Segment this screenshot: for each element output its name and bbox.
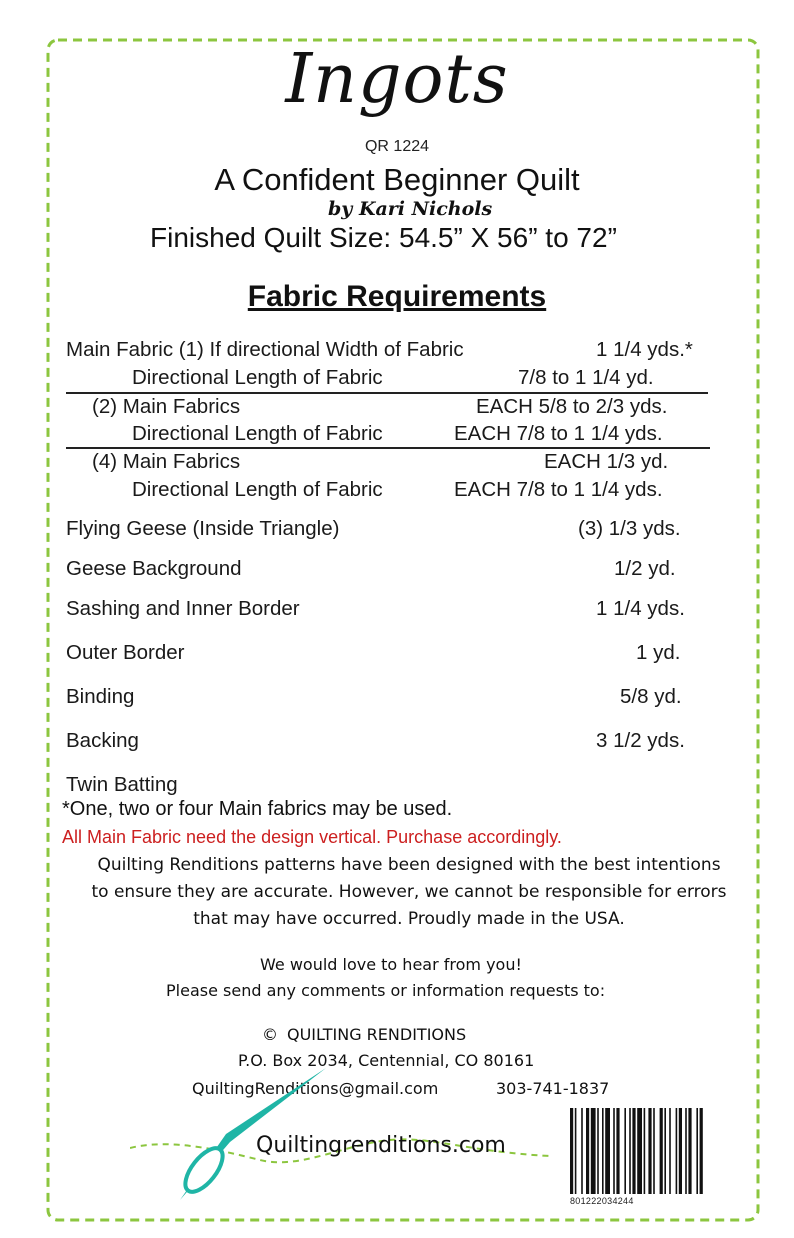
row-label: Binding bbox=[66, 685, 135, 708]
pattern-subtitle: A Confident Beginner Quilt bbox=[214, 162, 580, 197]
designer-byline: by Kari Nichols bbox=[328, 198, 493, 220]
row-label: Sashing and Inner Border bbox=[66, 597, 300, 620]
row-label: Twin Batting bbox=[66, 773, 178, 796]
divider-line bbox=[66, 447, 710, 449]
disclaimer-line: Quilting Renditions patterns have been designed with the best intentions bbox=[97, 855, 721, 875]
row-label: Backing bbox=[66, 729, 139, 752]
company-name: QUILTING RENDITIONS bbox=[287, 1025, 467, 1044]
row-label: Geese Background bbox=[66, 557, 242, 580]
row-amount: 3 1/2 yds. bbox=[596, 729, 685, 752]
row-label: Directional Length of Fabric bbox=[132, 366, 383, 389]
row-amount: EACH 7/8 to 1 1/4 yds. bbox=[454, 478, 663, 501]
row-label: Directional Length of Fabric bbox=[132, 422, 383, 445]
barcode-number: 801222034244 bbox=[570, 1196, 634, 1206]
pattern-title: Ingots bbox=[285, 40, 509, 119]
row-amount: 1 yd. bbox=[636, 641, 681, 664]
row-amount: 1 1/4 yds. bbox=[596, 597, 685, 620]
vertical-design-warning: All Main Fabric need the design vertical. Purchase accordingly. bbox=[62, 827, 562, 847]
row-amount: 5/8 yd. bbox=[620, 685, 682, 708]
row-label: Outer Border bbox=[66, 641, 185, 664]
contact-email[interactable]: QuiltingRenditions@gmail.com bbox=[192, 1079, 439, 1098]
row-label: Directional Length of Fabric bbox=[132, 478, 383, 501]
hear-from-you: We would love to hear from you! bbox=[260, 955, 522, 974]
row-label: Main Fabric (1) If directional Width of Fabric bbox=[66, 338, 464, 361]
row-label: (4) Main Fabrics bbox=[92, 450, 241, 473]
row-label: Flying Geese (Inside Triangle) bbox=[66, 517, 340, 540]
row-amount: 1/2 yd. bbox=[614, 557, 676, 580]
fabric-requirements-heading: Fabric Requirements bbox=[247, 280, 547, 313]
disclaimer-line: to ensure they are accurate. However, we cannot be responsible for errors bbox=[91, 882, 727, 902]
disclaimer-line: that may have occurred. Proudly made in the USA. bbox=[193, 909, 625, 929]
barcode-icon bbox=[568, 1108, 742, 1194]
finished-size: Finished Quilt Size: 54.5” X 56” to 72” bbox=[150, 222, 617, 253]
copyright-icon: © bbox=[262, 1025, 278, 1044]
row-amount: EACH 5/8 to 2/3 yds. bbox=[476, 395, 668, 418]
row-amount: 1 1/4 yds.* bbox=[596, 338, 693, 361]
contact-phone: 303-741-1837 bbox=[496, 1079, 610, 1098]
website-link[interactable]: Quiltingrenditions.com bbox=[256, 1133, 506, 1158]
main-fabric-note: *One, two or four Main fabrics may be used. bbox=[62, 798, 453, 820]
row-amount: (3) 1/3 yds. bbox=[578, 517, 681, 540]
send-comments: Please send any comments or information requests to: bbox=[166, 981, 606, 1000]
row-amount: EACH 1/3 yd. bbox=[544, 450, 669, 473]
pattern-code: QR 1224 bbox=[364, 138, 430, 155]
row-amount: EACH 7/8 to 1 1/4 yds. bbox=[454, 422, 663, 445]
row-label: (2) Main Fabrics bbox=[92, 395, 241, 418]
row-amount: 7/8 to 1 1/4 yd. bbox=[518, 366, 654, 389]
divider-line bbox=[66, 392, 708, 394]
mailing-address: P.O. Box 2034, Centennial, CO 80161 bbox=[238, 1051, 535, 1070]
